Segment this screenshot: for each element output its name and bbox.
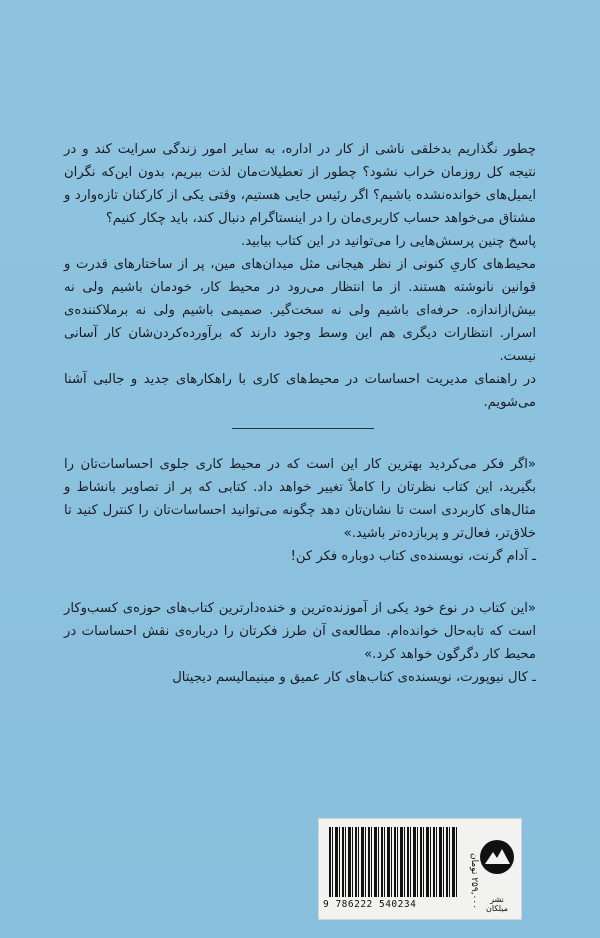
quote-text: «این کتاب در نوع خود یکی از آموزنده‌ترین و خنده‌دارترین کتاب‌های حوزه‌ی کسب‌وکار است که تابه‌حال خوانده‌ام. مطالعه‌ی آن طرز فکرتان را درباره‌ی نقش احساسات در محیط کار دگرگون خواهد کرد.» — [64, 601, 536, 662]
isbn-number: 9 786222 540234 — [323, 899, 417, 910]
intro-paragraph: محیط‌های کاریِ کنونی از نظر هیجانی مثل میدان‌های مین، پر از ساختارهای قدرت و قوانین نانوشته هستند. از ما انتظار می‌رود در محیط کار، خودمان باشیم ولی نه بیش‌ازاندازه. حرفه‌ای باشیم ولی نه سخت‌گیر. صمیمی باشیم ولی نه برملاکننده‌ی اسرار. انتظارات دیگری هم این وسط وجود دارند که برآورده‌کردن‌شان کار آسانی نیست. — [64, 257, 536, 364]
barcode-sticker — [318, 818, 522, 920]
quote-author: ـ آدام گرنت، نویسنده‌ی کتاب دوباره فکر کن! — [290, 549, 536, 564]
intro-text — [64, 138, 536, 414]
intro-paragraph: چطور نگذاریم بدخلقی ناشی از کار در اداره، به سایر امور زندگی سرایت کند و در نتیجه کل روزمان خراب نشود؟ چطور از تعطیلات‌مان لذت ببریم، بدون این‌که نگران ایمیل‌های خوانده‌نشده باشیم؟ اگر رئیس جایی هستیم، وقتی یکی از کارکنان تازه‌وارد و مشتاق می‌خواهد حساب کاربری‌مان را در اینستاگرام دنبال کند، باید چکار کنیم؟ — [64, 142, 536, 226]
price-label: ۲۵۹,۰۰۰ تومان — [469, 852, 479, 909]
quote-author: ـ کال نیوپورت، نویسنده‌ی کتاب‌های کار عمیق و مینیمالیسم دیجیتال — [172, 670, 536, 685]
publisher-name: نشر میلکان — [485, 895, 509, 913]
intro-paragraph: در راهنمای مدیریت احساسات در محیط‌های کاری با راهکارهای جدید و جالبی آشنا می‌شویم. — [64, 372, 536, 410]
quote-text: «اگر فکر می‌کردید بهترین کار این است که در محیط کاری جلوی احساسات‌تان را بگیرید، این کتاب نظرتان را کاملاً تغییر خواهد داد. کتابی که پر از تصاویر بانشاط و مثال‌های کاربردی است تا نشان‌تان دهد چگونه می‌توانید احساسات‌تان را کنترل کنید تا خلاق‌تر، فعال‌تر و پربازده‌تر باشید.» — [64, 457, 536, 541]
intro-paragraph: پاسخ چنین پرسش‌هایی را می‌توانید در این کتاب بیابید. — [241, 234, 536, 249]
publisher-logo-icon — [479, 837, 515, 877]
divider-line — [232, 428, 374, 429]
endorsement-quote — [64, 453, 536, 568]
barcode — [329, 827, 457, 897]
endorsement-quote — [64, 597, 536, 689]
